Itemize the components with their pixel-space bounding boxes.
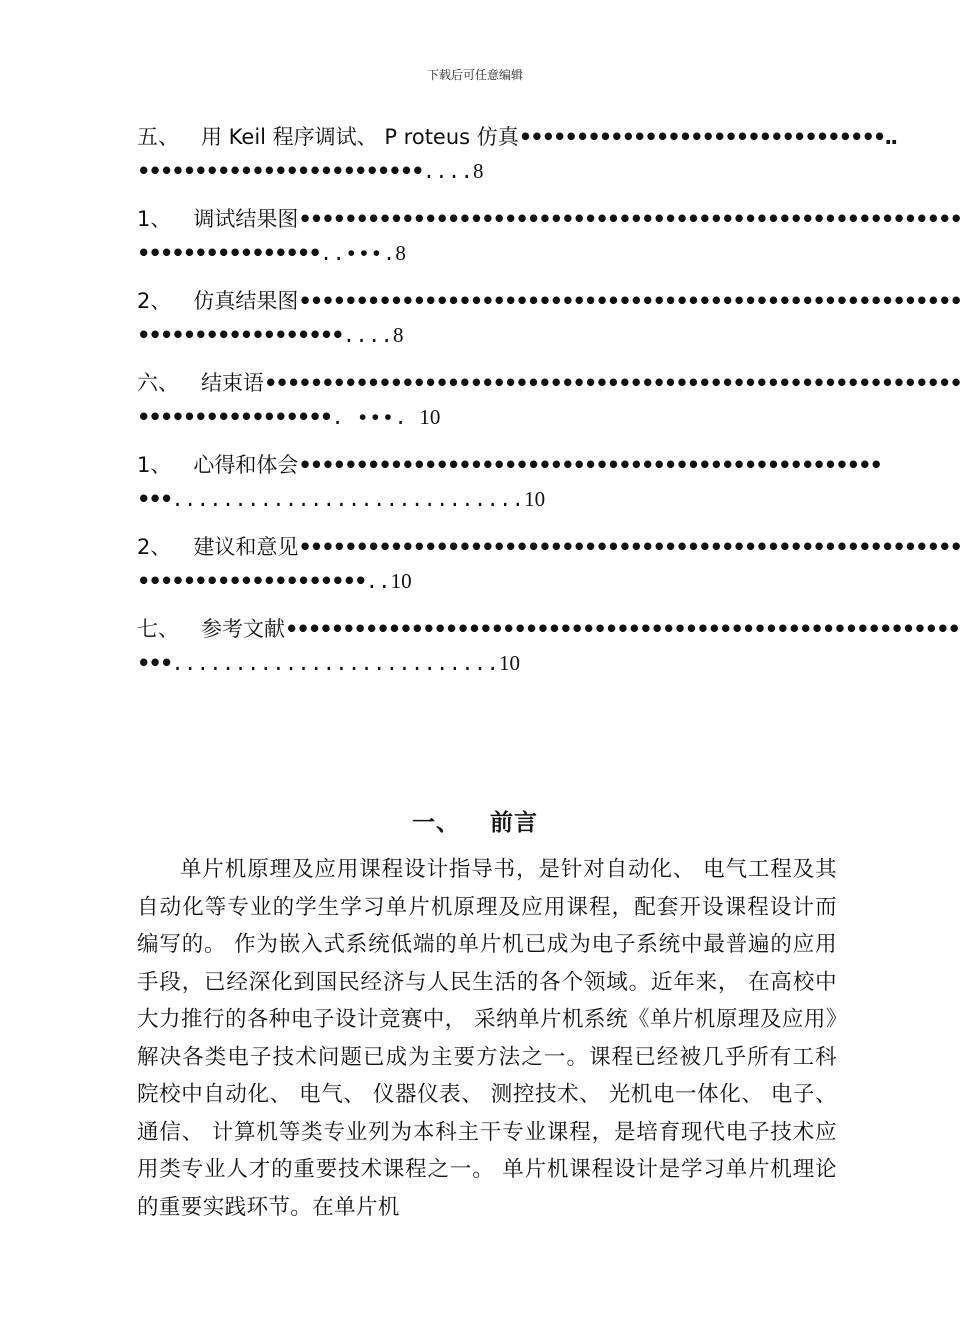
toc-leader-dots: ••• bbox=[137, 487, 172, 511]
toc-leader-tail: . •••. bbox=[331, 408, 407, 431]
toc-page-number: 10 bbox=[498, 651, 520, 675]
toc-title: 仿真结果图 bbox=[193, 289, 299, 313]
toc-line bbox=[137, 236, 837, 273]
toc-title: 用 Keil 程序调试、 P roteus 仿真 bbox=[201, 125, 519, 149]
toc-line bbox=[137, 284, 961, 318]
toc-leader-dots: ••••••••••••••••••••••••• bbox=[137, 159, 423, 183]
toc-title: 结束语 bbox=[201, 371, 264, 395]
toc-leader-dots: •••••••••••••••••••••••••••••••••••••••••••••••••••••••••• bbox=[298, 535, 961, 559]
toc-entry[interactable] bbox=[137, 284, 961, 366]
toc-leader-dots: •••••••••••••••• bbox=[137, 241, 320, 265]
toc-entry[interactable] bbox=[137, 202, 961, 284]
toc-line bbox=[137, 612, 959, 646]
toc-number: 1、 bbox=[137, 207, 172, 231]
toc-line bbox=[137, 120, 897, 154]
toc-leader-dots: ••••••••••••••••••••••••••••••••.. bbox=[518, 125, 897, 149]
toc-leader-dots: ••••••••••••••••••••••••••••••••••••••••••••••••••••••••••••• bbox=[264, 371, 961, 395]
toc-leader-dots: ••••••••••••••••• bbox=[137, 405, 332, 429]
toc-page-number: 8 bbox=[395, 241, 406, 265]
toc-page-number: 10 bbox=[524, 487, 546, 511]
toc-line bbox=[137, 318, 837, 355]
section-title: 前言 bbox=[490, 810, 538, 836]
toc-line bbox=[137, 202, 961, 236]
page-header: 下载后可任意编辑 bbox=[426, 68, 523, 82]
toc-leader-tail: ............................ bbox=[171, 490, 525, 513]
toc-line bbox=[137, 400, 837, 437]
toc-title: 建议和意见 bbox=[193, 535, 299, 559]
toc-leader-dots: ••• bbox=[137, 651, 172, 675]
table-of-contents bbox=[137, 120, 961, 694]
toc-leader-tail: .......................... bbox=[171, 654, 499, 677]
toc-leader-dots: ••••••••••••••••••••••••••••••••••••••••••••••••••• bbox=[298, 453, 881, 477]
toc-title: 心得和体会 bbox=[193, 453, 299, 477]
toc-entry[interactable] bbox=[137, 448, 881, 530]
toc-leader-tail: .. bbox=[365, 572, 391, 595]
toc-leader-tail: .... bbox=[422, 162, 473, 185]
toc-line bbox=[137, 482, 837, 519]
toc-leader-tail: ..•••. bbox=[319, 244, 396, 267]
toc-leader-dots: •••••••••••••••••••••••••••••••••••••••••••••••••••••••••• bbox=[298, 207, 961, 231]
toc-entry[interactable] bbox=[137, 366, 961, 448]
toc-title: 调试结果图 bbox=[193, 207, 299, 231]
toc-title: 参考文献 bbox=[201, 617, 285, 641]
toc-number: 五、 bbox=[137, 125, 179, 149]
toc-page-number: 8 bbox=[393, 323, 404, 347]
toc-page-number: 10 bbox=[419, 405, 441, 429]
toc-line bbox=[137, 564, 837, 601]
toc-line bbox=[137, 448, 881, 482]
toc-line bbox=[137, 366, 961, 400]
section-number: 一、 bbox=[412, 810, 460, 836]
toc-number: 六、 bbox=[137, 371, 179, 395]
toc-leader-dots: •••••••••••••••••••••••••••••••••••••••••••••••••••••••••• bbox=[298, 289, 961, 313]
toc-number: 1、 bbox=[137, 453, 172, 477]
toc-line bbox=[137, 646, 837, 683]
toc-leader-dots: •••••••••••••••••••• bbox=[137, 569, 366, 593]
toc-page-number: 10 bbox=[390, 569, 412, 593]
toc-entry[interactable] bbox=[137, 530, 961, 612]
toc-leader-dots: ••••••••••••••••••••••••••••••••••••••••••••••••••••••••••• bbox=[285, 617, 959, 641]
toc-leader-dots: •••••••••••••••••• bbox=[137, 323, 343, 347]
toc-entry[interactable] bbox=[137, 120, 897, 202]
toc-leader-tail: .... bbox=[342, 326, 394, 349]
toc-page-number: 8 bbox=[472, 159, 484, 183]
toc-number: 2、 bbox=[137, 289, 172, 313]
toc-line bbox=[137, 154, 837, 191]
toc-line bbox=[137, 530, 961, 564]
toc-number: 七、 bbox=[137, 617, 179, 641]
body-paragraph: 单片机原理及应用课程设计指导书，是针对自动化、 电气工程及其自动化等专业的学生学习单片机原理及应用课程，配套开设课程设计而编写的。 作为嵌入式系统低端的单片机已成为电子系统中最普遍的应用手段，已经深化到国民经济与人民生活的各个领域。近年来， 在高校中大力推行的各种电子设计竞赛中， 采纳单片机系统《单片机原理及应用》解决各类电子技术问题已成为主要方法之一。课程已经被几乎所有工科院校中自动化、 电气、 仪器仪表、 测控技术、 光机电一体化、 电子、 通信、 计算机等类专业列为本科主干专业课程，是培育现代电子技术应用类专业人才的重要技术课程之一。 单片机课程设计是学习单片机理论的重要实践环节。在单片机 bbox=[137, 857, 837, 1220]
section-heading bbox=[0, 804, 950, 837]
toc-number: 2、 bbox=[137, 535, 172, 559]
toc-entry[interactable] bbox=[137, 612, 959, 694]
